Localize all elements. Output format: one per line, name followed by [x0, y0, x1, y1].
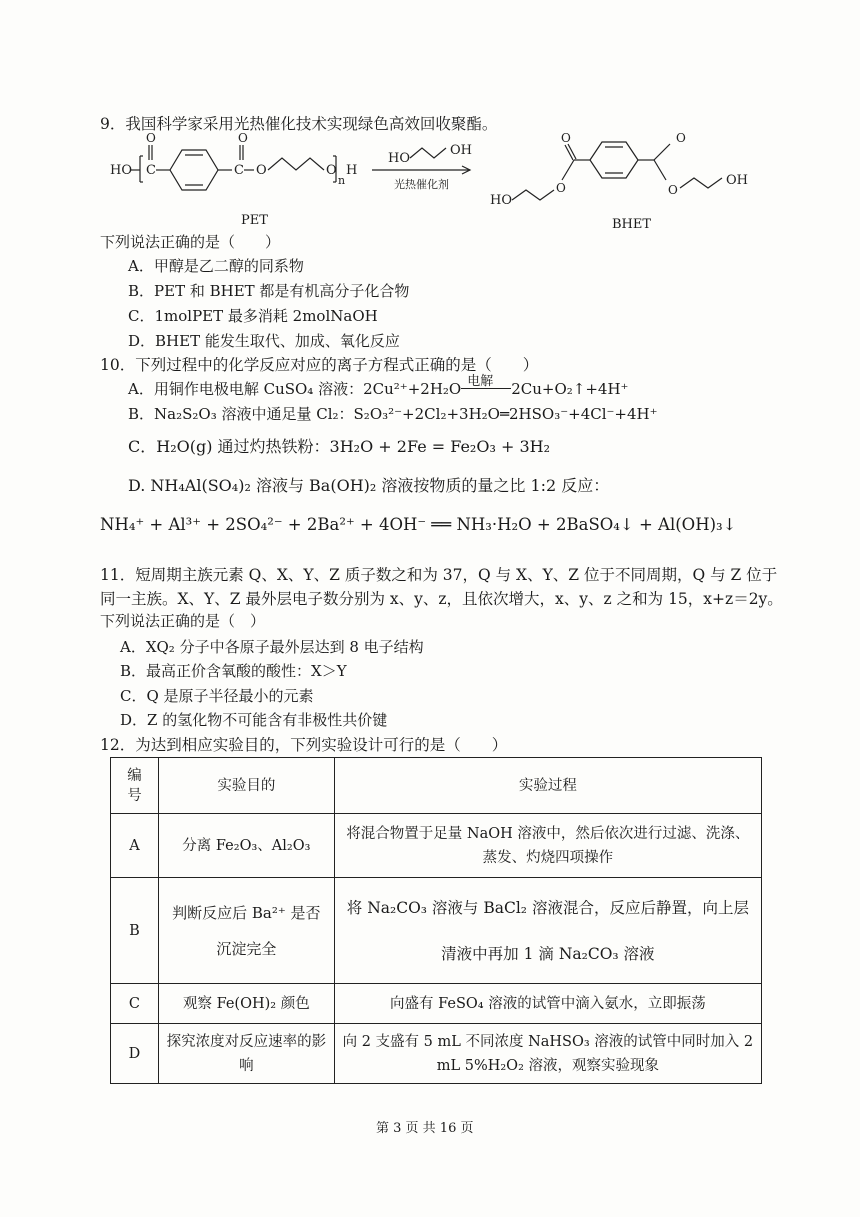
- electrolysis-condition: 电解: [467, 374, 494, 389]
- header-process: 实验过程: [334, 758, 761, 814]
- q11-option-c: C．Q 是原子半径最小的元素: [120, 687, 314, 705]
- svg-text:OH: OH: [450, 143, 472, 158]
- q10-option-a: [128, 374, 629, 399]
- page-footer: 第 3 页 共 16 页: [376, 1121, 474, 1136]
- q10-option-b: B．Na₂S₂O₃ 溶液中通足量 Cl₂：S₂O₃²⁻+2Cl₂+3H₂O═2HSO₃⁻+4Cl⁻+4H⁺: [128, 405, 658, 423]
- svg-text:O: O: [556, 181, 566, 195]
- q11-option-d: D．Z 的氢化物不可能含有非极性共价键: [120, 711, 388, 729]
- header-goal: 实验目的: [158, 758, 334, 814]
- row-process: 向 2 支盛有 5 mL 不同浓度 NaHSO₃ 溶液的试管中同时加入 2 mL 5%H₂O₂ 溶液，观察实验现象: [334, 1024, 761, 1084]
- svg-text:HO: HO: [490, 193, 512, 208]
- row-id: A: [111, 814, 159, 878]
- table-header-row: [111, 758, 762, 814]
- row-id: C: [111, 984, 159, 1024]
- q9-option-c: C．1molPET 最多消耗 2molNaOH: [128, 307, 378, 325]
- q9-prompt: 下列说法正确的是（ ）: [100, 233, 281, 251]
- q10-stem: 10．下列过程中的化学反应对应的离子方程式正确的是（ ）: [100, 356, 539, 374]
- pet-structure: [110, 131, 357, 190]
- table-row: [111, 1024, 762, 1084]
- bhet-right-chain: [660, 150, 760, 210]
- svg-text:O: O: [146, 131, 156, 145]
- q10-option-a-products: 2Cu+O₂↑+4H⁺: [511, 380, 629, 398]
- pet-reaction-scheme: [110, 128, 686, 238]
- row-goal: 探究浓度对反应速率的影响: [158, 1024, 334, 1084]
- q11-option-b: B．最高正价含氧酸的酸性：X＞Y: [120, 662, 347, 680]
- experiment-table: [110, 757, 762, 1084]
- svg-text:O: O: [256, 163, 267, 178]
- svg-text:O: O: [668, 183, 678, 197]
- row-id: B: [111, 878, 159, 984]
- q11-stem-line1: 11．短周期主族元素 Q、X、Y、Z 质子数之和为 37，Q 与 X、Y、Z 位于不同周期，Q 与 Z 位于: [100, 566, 778, 584]
- svg-text:n: n: [338, 174, 346, 187]
- svg-text:O: O: [676, 131, 686, 145]
- row-goal: 判断反应后 Ba²⁺ 是否沉淀完全: [158, 878, 334, 984]
- svg-text:O: O: [561, 131, 571, 145]
- svg-text:HO: HO: [388, 151, 410, 166]
- q12-stem: 12．为达到相应实验目的，下列实验设计可行的是（ ）: [100, 736, 508, 754]
- header-id: 编号: [111, 758, 159, 814]
- table-row: [111, 878, 762, 984]
- reaction-arrow: [372, 143, 472, 191]
- row-goal: 观察 Fe(OH)₂ 颜色: [158, 984, 334, 1024]
- q9-option-a: A．甲醇是乙二醇的同系物: [128, 257, 304, 275]
- svg-text:O: O: [326, 163, 337, 178]
- catalyst-label: 光热催化剂: [394, 178, 449, 191]
- row-process: 将混合物置于足量 NaOH 溶液中，然后依次进行过滤、洗涤、蒸发、灼烧四项操作: [334, 814, 761, 878]
- q10-option-d: D. NH₄Al(SO₄)₂ 溶液与 Ba(OH)₂ 溶液按物质的量之比 1:2 反应：: [128, 476, 610, 495]
- pet-label: PET: [241, 213, 268, 228]
- q10-option-a-text: A．用铜作电极电解 CuSO₄ 溶液：2Cu²⁺+2H₂O: [128, 380, 462, 398]
- svg-text:O: O: [238, 131, 248, 145]
- bhet-structure: [490, 131, 686, 208]
- row-id: D: [111, 1024, 159, 1084]
- q11-prompt: 下列说法正确的是（ ）: [100, 612, 266, 630]
- svg-text:HO: HO: [110, 163, 132, 178]
- q9-option-d: D．BHET 能发生取代、加成、氧化反应: [128, 332, 400, 350]
- q11-option-a: A．XQ₂ 分子中各原子最外层达到 8 电子结构: [120, 638, 424, 656]
- q10-option-c: C．H₂O(g) 通过灼热铁粉：3H₂O + 2Fe = Fe₂O₃ + 3H₂: [128, 437, 551, 456]
- svg-text:C: C: [146, 163, 156, 178]
- table-row: [111, 814, 762, 878]
- svg-text:OH: OH: [726, 173, 748, 188]
- q11-stem-line2: 同一主族。X、Y、Z 最外层电子数分别为 x、y、z，且依次增大，x、y、z 之和为 15，x+z＝2y。: [100, 590, 783, 608]
- table-row: [111, 984, 762, 1024]
- q10-option-d-equation: NH₄⁺ + Al³⁺ + 2SO₄²⁻ + 2Ba²⁺ + 4OH⁻ ══ NH₃·H₂O + 2BaSO₄↓ + Al(OH)₃↓: [100, 515, 737, 534]
- bhet-label: BHET: [612, 217, 652, 232]
- q9-option-b: B．PET 和 BHET 都是有机高分子化合物: [128, 282, 410, 300]
- q9-stem: 9．我国科学家采用光热催化技术实现绿色高效回收聚酯。: [100, 115, 498, 133]
- svg-text:H: H: [346, 163, 358, 178]
- row-process: 将 Na₂CO₃ 溶液与 BaCl₂ 溶液混合，反应后静置，向上层清液中再加 1 滴 Na₂CO₃ 溶液: [334, 878, 761, 984]
- row-goal: 分离 Fe₂O₃、Al₂O₃: [158, 814, 334, 878]
- row-process: 向盛有 FeSO₄ 溶液的试管中滴入氨水，立即振荡: [334, 984, 761, 1024]
- svg-text:C: C: [234, 163, 244, 178]
